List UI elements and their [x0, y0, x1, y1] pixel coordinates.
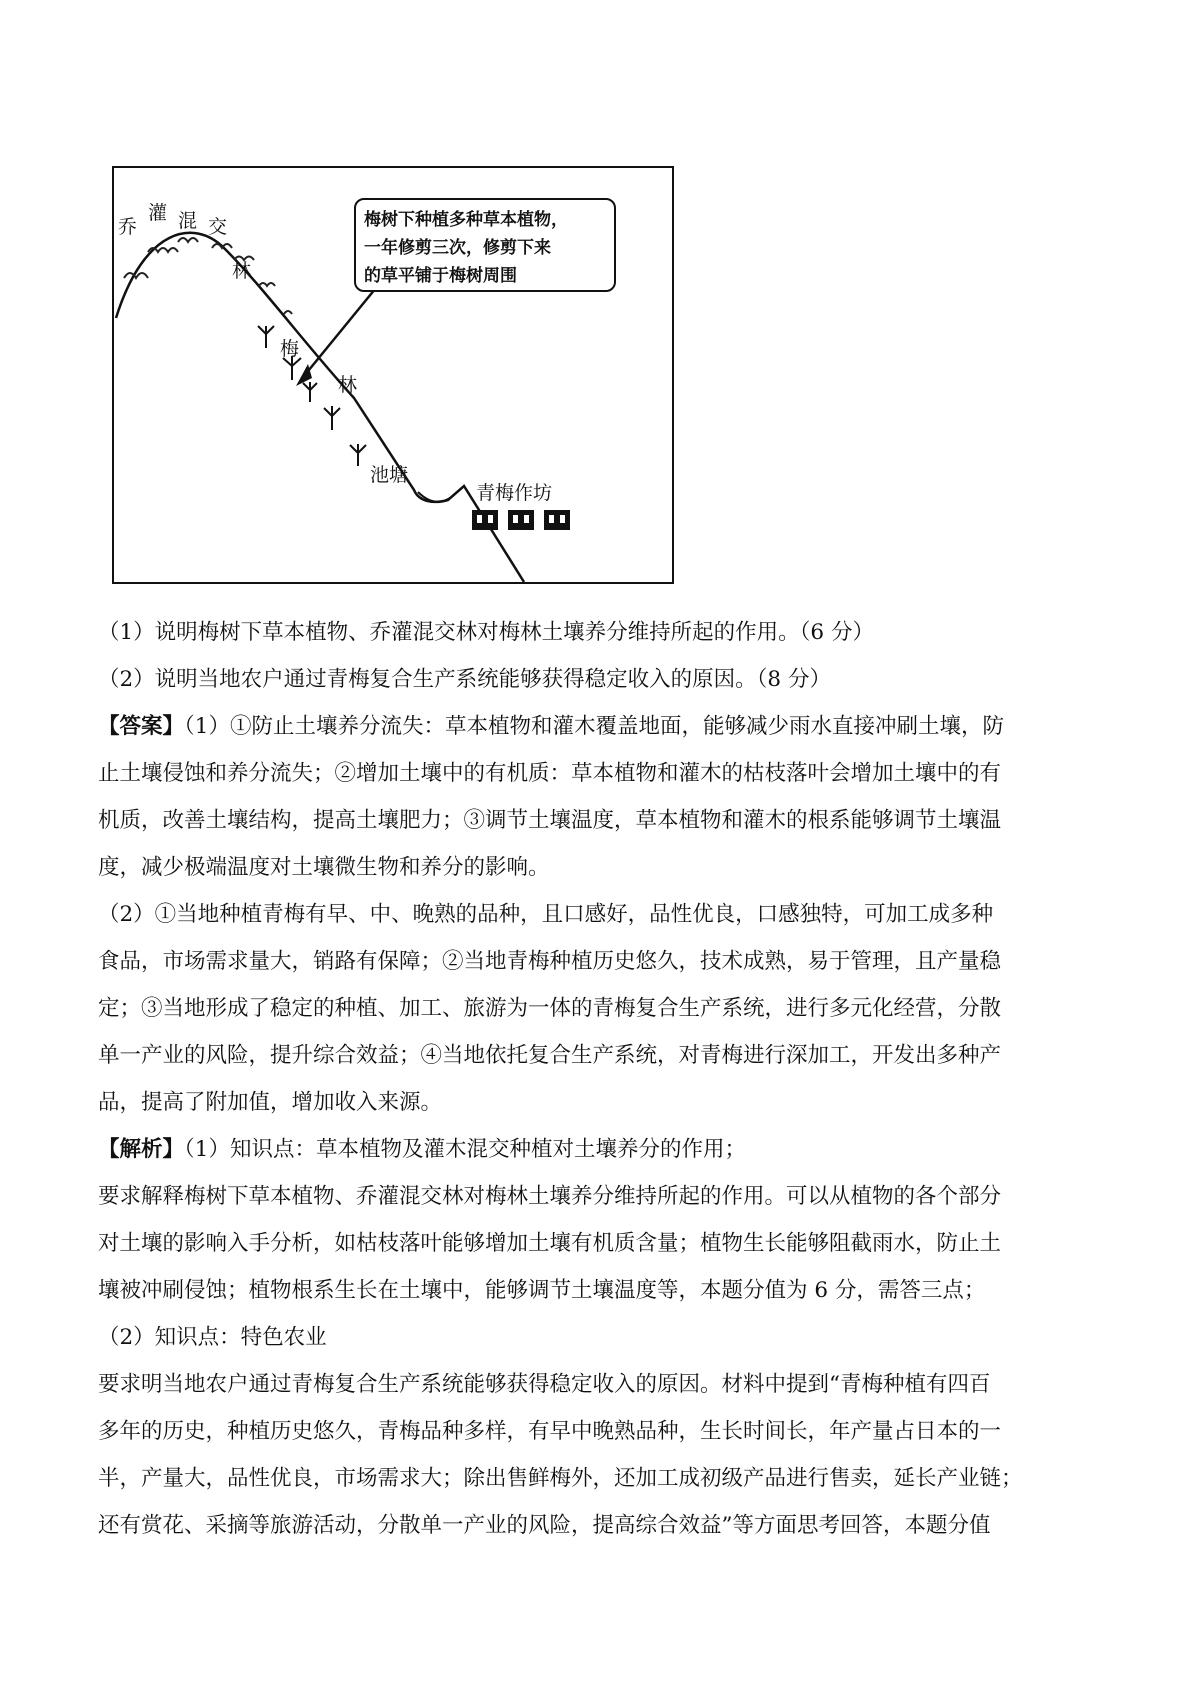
label-lin-2: 林 [338, 374, 358, 396]
analysis-line: 壤被冲刷侵蚀；植物根系生长在土壤中，能够调节土壤温度等，本题分值为 6 分，需答三点； [98, 1278, 986, 1303]
analysis-text: （1）知识点：草本植物及灌木混交种植对土壤养分的作用； [184, 1137, 746, 1162]
question-1: （1）说明梅树下草本植物、乔灌混交林对梅林土壤养分维持所起的作用。（6 分） [98, 620, 874, 645]
analysis-line: 要求明当地农户通过青梅复合生产系统能够获得稳定收入的原因。材料中提到“青梅种植有四百 [98, 1372, 991, 1397]
answer-text: （1）①防止土壤养分流失：草本植物和灌木覆盖地面，能够减少雨水直接冲刷土壤，防 [184, 714, 1004, 739]
answer-line: 食品，市场需求量大，销路有保障；②当地青梅种植历史悠久，技术成熟，易于管理，且产量稳 [98, 949, 1002, 974]
analysis-line [98, 1126, 1108, 1173]
terrain-diagram [112, 166, 674, 584]
label-qiao: 乔 [118, 216, 138, 238]
answer-line: 度，减少极端温度对土壤微生物和养分的影响。 [98, 855, 550, 880]
label-pond: 池塘 [370, 464, 409, 486]
analysis-line: 要求解释梅树下草本植物、乔灌混交林对梅林土壤养分维持所起的作用。可以从植物的各个部分 [98, 1184, 1002, 1209]
callout-line: 一年修剪三次，修剪下来 [364, 238, 551, 258]
analysis-tag: 【解析】 [98, 1137, 185, 1162]
label-workshop: 青梅作坊 [476, 482, 553, 504]
analysis-line: 还有赏花、采摘等旅游活动，分散单一产业的风险，提高综合效益”等方面思考回答，本题分值 [98, 1513, 991, 1538]
answer-line: 品，提高了附加值，增加收入来源。 [98, 1090, 443, 1115]
label-lin-1: 林 [232, 260, 252, 282]
answer-line [98, 703, 1108, 750]
answer-line: 止土壤侵蚀和养分流失；②增加土壤中的有机质：草本植物和灌木的枯枝落叶会增加土壤中的有 [98, 761, 1002, 786]
analysis-line: 半，产量大，品性优良，市场需求大；除出售鲜梅外，还加工成初级产品进行售卖，延长产业链； [98, 1466, 1023, 1491]
callout-box [354, 198, 616, 292]
answer-line: 单一产业的风险，提升综合效益；④当地依托复合生产系统，对青梅进行深加工，开发出多种产 [98, 1043, 1002, 1068]
callout-line: 的草平铺于梅树周围 [364, 266, 517, 286]
answer-tag: 【答案】 [98, 714, 185, 739]
label-guan: 灌 [148, 202, 168, 224]
label-jiao: 交 [208, 216, 228, 238]
answer-line: 机质，改善土壤结构，提高土壤肥力；③调节土壤温度，草本植物和灌木的根系能够调节土壤温 [98, 808, 1002, 833]
analysis-line: 对土壤的影响入手分析，如枯枝落叶能够增加土壤有机质含量；植物生长能够阻截雨水，防止土 [98, 1231, 1002, 1256]
answer-line: （2）①当地种植青梅有早、中、晚熟的品种，且口感好，品性优良，口感独特，可加工成多种 [98, 902, 994, 927]
analysis-line: 多年的历史，种植历史悠久，青梅品种多样，有早中晚熟品种，生长时间长，年产量占日本的一 [98, 1419, 1002, 1444]
analysis-line: （2）知识点：特色农业 [98, 1325, 327, 1350]
label-mei: 梅 [280, 338, 300, 360]
document-body [98, 609, 1108, 1549]
question-2: （2）说明当地农户通过青梅复合生产系统能够获得稳定收入的原因。（8 分） [98, 667, 831, 692]
callout-line: 梅树下种植多种草本植物， [364, 210, 568, 230]
answer-line: 定；③当地形成了稳定的种植、加工、旅游为一体的青梅复合生产系统，进行多元化经营，分散 [98, 996, 1002, 1021]
label-hun: 混 [178, 210, 198, 232]
